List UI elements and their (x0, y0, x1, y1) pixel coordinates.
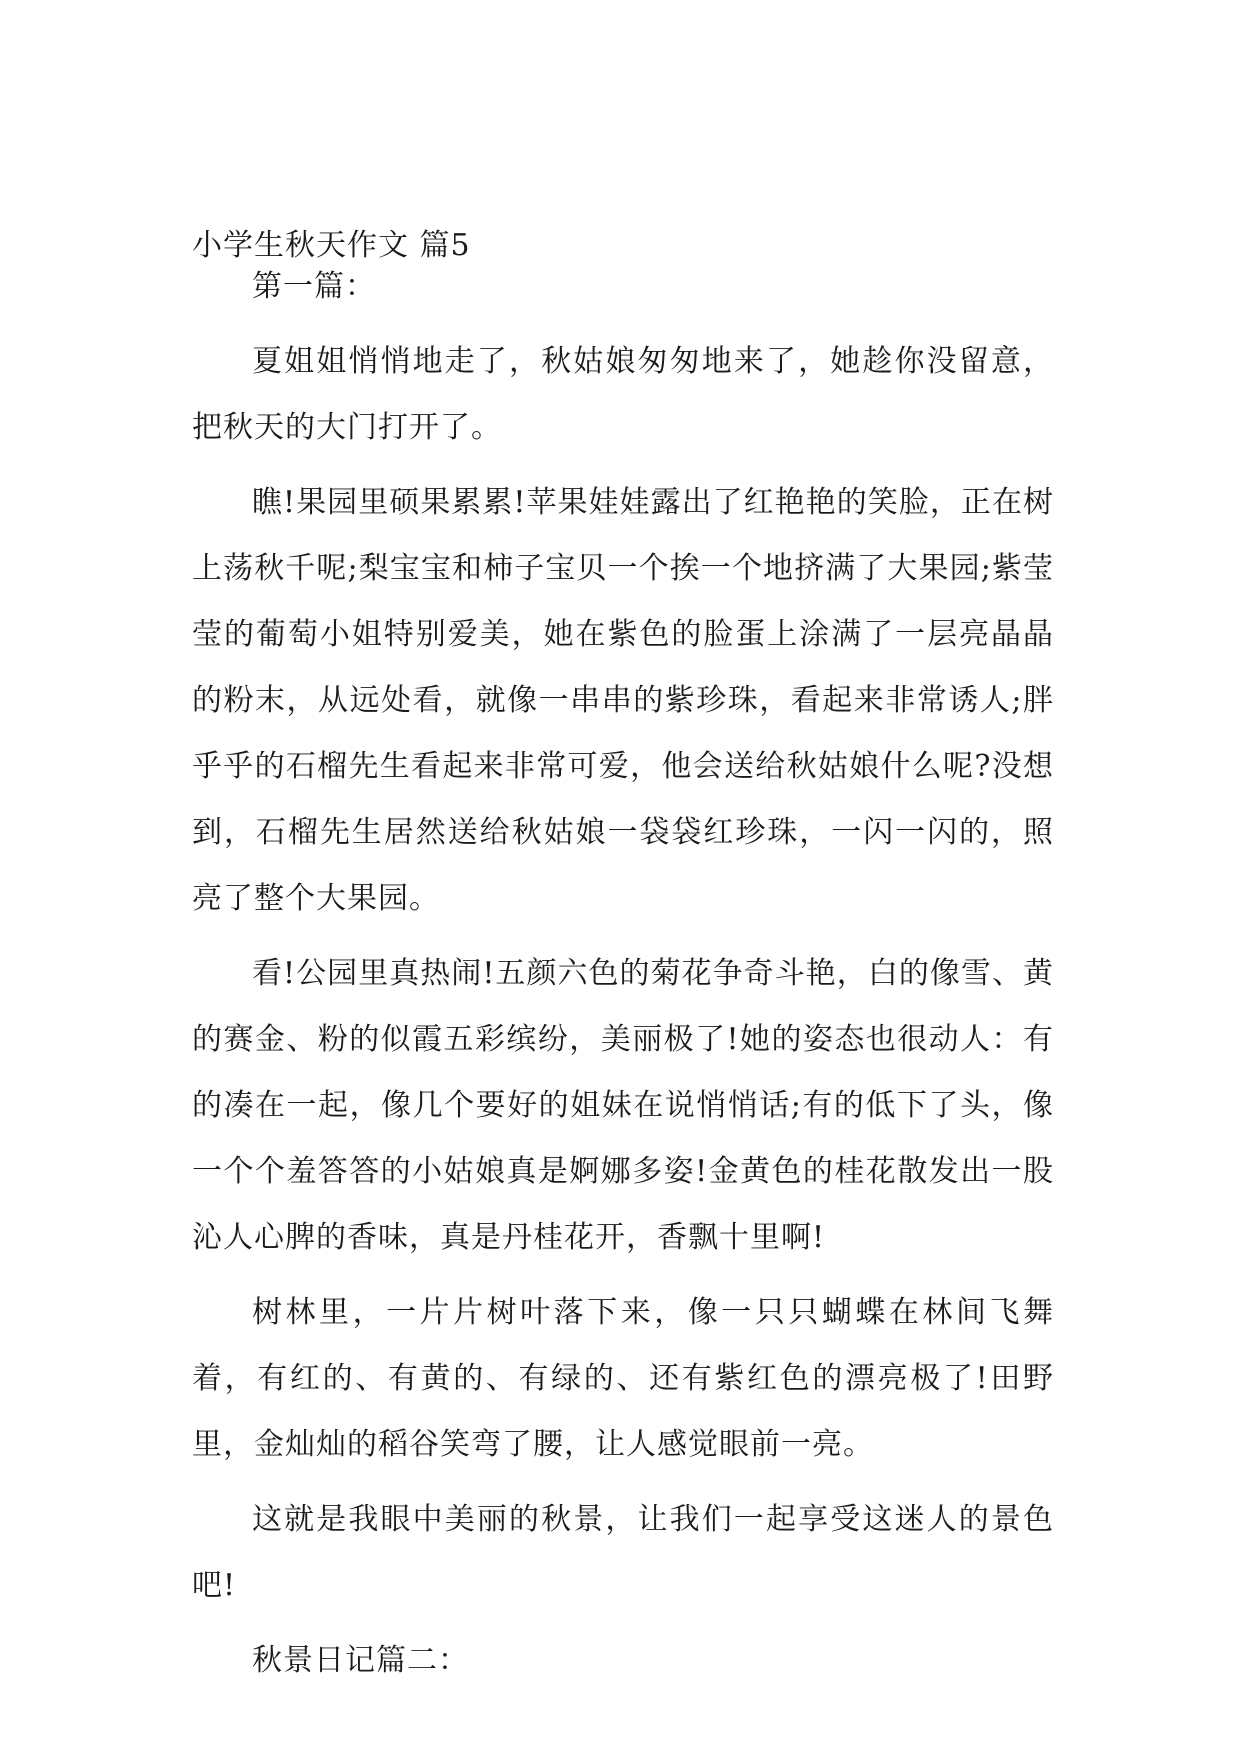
paragraph: 第一篇： (252, 269, 376, 304)
document-title: 小学生秋天作文 篇5 (192, 228, 471, 263)
paragraph: 夏姐姐悄悄地走了，秋姑娘匆匆地来了，她趁你没留意，把秋天的大门打开了。 (192, 344, 1054, 445)
document-body (192, 254, 1054, 1703)
paragraph: 这就是我眼中美丽的秋景，让我们一起享受这迷人的景色吧! (192, 1502, 1054, 1603)
paragraph: 秋景日记篇二： (252, 1643, 469, 1678)
paragraph: 瞧!果园里硕果累累!苹果娃娃露出了红艳艳的笑脸，正在树上荡秋千呢;梨宝宝和柿子宝贝一个挨一个地挤满了大果园;紫莹莹的葡萄小姐特别爱美，她在紫色的脸蛋上涂满了一层亮晶晶的粉末，从远处看，就像一串串的紫珍珠，看起来非常诱人;胖乎乎的石榴先生看起来非常可爱，他会送给秋姑娘什么呢?没想到，石榴先生居然送给秋姑娘一袋袋红珍珠，一闪一闪的，照亮了整个大果园。 (192, 485, 1054, 916)
paragraph: 树林里，一片片树叶落下来，像一只只蝴蝶在林间飞舞着，有红的、有黄的、有绿的、还有紫红色的漂亮极了!田野里，金灿灿的稻谷笑弯了腰，让人感觉眼前一亮。 (192, 1295, 1054, 1462)
paragraph: 看!公园里真热闹!五颜六色的菊花争奇斗艳，白的像雪、黄的赛金、粉的似霞五彩缤纷，美丽极了!她的姿态也很动人：有的凑在一起，像几个要好的姐妹在说悄悄话;有的低下了头，像一个个羞答答的小姑娘真是婀娜多姿!金黄色的桂花散发出一股沁人心脾的香味，真是丹桂花开，香飘十里啊! (192, 956, 1054, 1255)
